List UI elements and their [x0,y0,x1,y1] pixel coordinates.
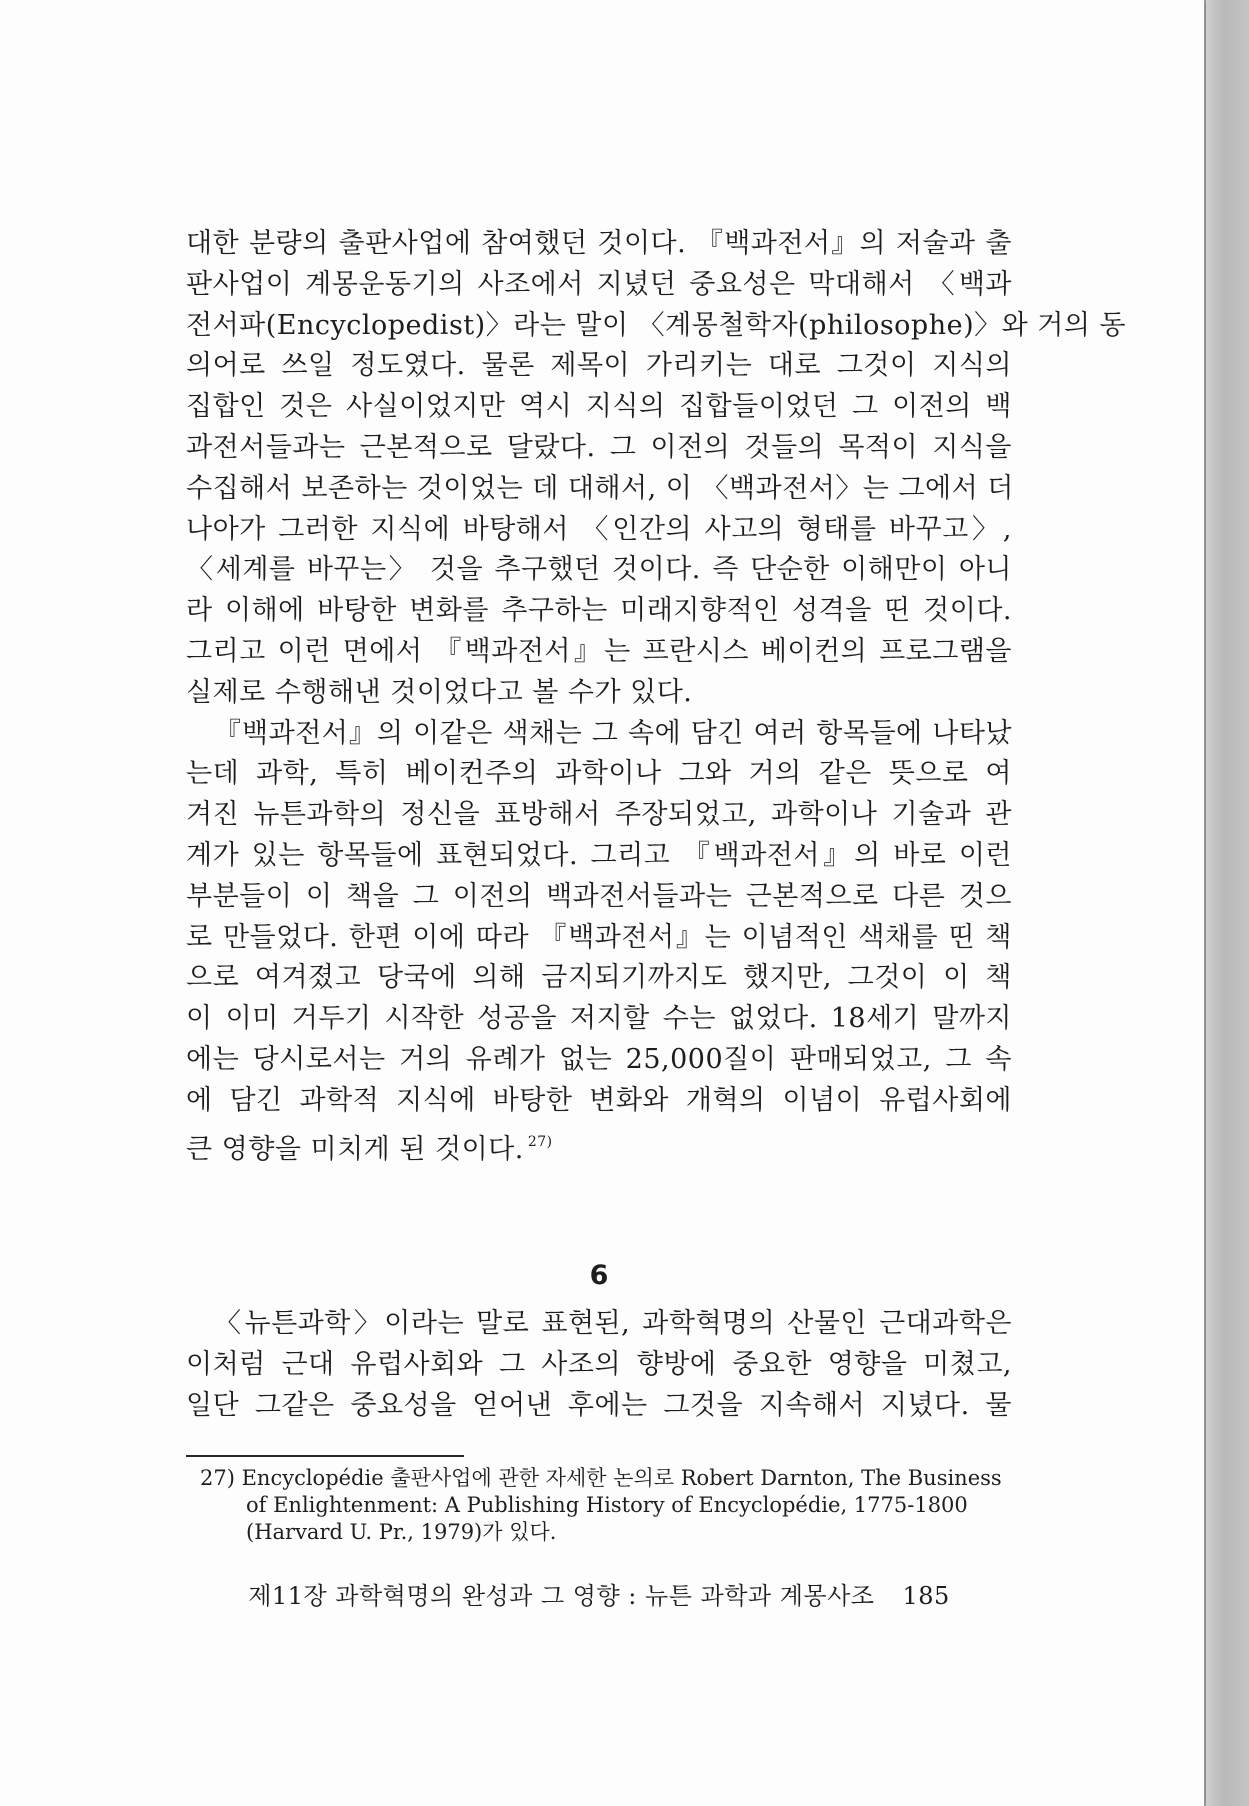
body-line: 부분들이 이 책을 그 이전의 백과전서들과는 근본적으로 다른 것으 [186,880,1012,912]
body-line: 이처럼 근대 유럽사회와 그 사조의 향방에 중요한 영향을 미쳤고, [186,1348,1012,1380]
body-line: 과전서들과는 근본적으로 달랐다. 그 이전의 것들의 목적이 지식을 [186,431,1012,463]
body-line: 에 담긴 과학적 지식에 바탕한 변화와 개혁의 이념이 유럽사회에 [186,1084,1012,1116]
body-line: 일단 그같은 중요성을 얻어낸 후에는 그것을 지속해서 지녔다. 물 [186,1389,1012,1421]
body-line: 실제로 수행해낸 것이었다고 볼 수가 있다. [186,676,693,708]
body-line-text: 큰 영향을 미치게 된 것이다. [186,1133,524,1165]
body-line: 그리고 이런 면에서 『백과전서』는 프란시스 베이컨의 프로그램을 [186,635,1012,667]
body-line: 판사업이 계몽운동기의 사조에서 지녔던 중요성은 막대해서 〈백과 [186,268,1012,300]
body-line: 수집해서 보존하는 것이었는 데 대해서, 이 〈백과전서〉는 그에서 더 [186,472,1014,504]
page-number: 185 [902,1582,950,1610]
body-line: 의어로 쓰일 정도였다. 물론 제목이 가리키는 대로 그것이 지식의 [186,350,1012,382]
body-line: 로 만들었다. 한편 이에 따라 『백과전서』는 이념적인 색채를 띤 책 [186,921,1012,953]
body-line: 으로 여겨졌고 당국에 의해 금지되기까지도 했지만, 그것이 이 책 [186,962,1012,994]
body-text-top [186,224,1127,1165]
body-line: 집합인 것은 사실이었지만 역시 지식의 집합들이었던 그 이전의 백 [186,391,1012,423]
body-line: 『백과전서』의 이같은 색채는 그 속에 담긴 여러 항목들에 나타났 [214,717,1012,749]
footnote-reference: 27) [527,1133,553,1150]
body-line: 〈뉴튼과학〉이라는 말로 표현된, 과학혁명의 산물인 근대과학은 [214,1308,1012,1339]
body-line: 는데 과학, 특히 베이컨주의 과학이나 그와 거의 같은 뜻으로 여 [186,758,1012,790]
body-line: 에는 당시로서는 거의 유례가 없는 25,000질이 판매되었고, 그 속 [186,1043,1012,1075]
body-line: 이 이미 거두기 시작한 성공을 저지할 수는 없었다. 18세기 말까지 [186,1003,1012,1035]
footnote-line: 27) Encyclopédie 출판사업에 관한 자세한 논의로 Robert Darnton, The Business [200,1466,1002,1490]
footnote [200,1465,1012,1546]
footnote-divider [186,1455,464,1457]
footnote-line: of Enlightenment: A Publishing History of Encyclopédie, 1775-1800 [246,1493,968,1517]
body-line: 계가 있는 항목들에 표현되었다. 그리고 『백과전서』의 바로 이런 [186,839,1012,871]
body-line: 전서파(Encyclopedist)〉라는 말이 〈계몽철학자(philosophe)〉와 거의 동 [186,309,1127,341]
footnote-line: (Harvard U. Pr., 1979)가 있다. [246,1520,557,1544]
body-line: 나아가 그러한 지식에 바탕해서 〈인간의 사고의 형태를 바꾸고〉, [186,513,1012,545]
chapter-title: 제11장 과학혁명의 완성과 그 영향 : 뉴튼 과학과 계몽사조 [248,1582,875,1610]
section-number: 6 [589,1260,609,1291]
running-footer [186,1580,1012,1612]
body-line: 대한 분량의 출판사업에 참여했던 것이다. 『백과전서』의 저술과 출 [186,228,1012,259]
body-line: 〈세계를 바꾸는〉 것을 추구했던 것이다. 즉 단순한 이해만이 아니 [186,554,1012,586]
body-line: 겨진 뉴튼과학의 정신을 표방해서 주장되었고, 과학이나 기술과 관 [186,799,1012,831]
body-line-with-footnote-ref [186,1122,1012,1163]
body-line: 라 이해에 바탕한 변화를 추구하는 미래지향적인 성격을 띤 것이다. [186,595,1012,627]
page-stack-edge [1206,0,1249,1806]
body-text-bottom [186,1304,1012,1426]
